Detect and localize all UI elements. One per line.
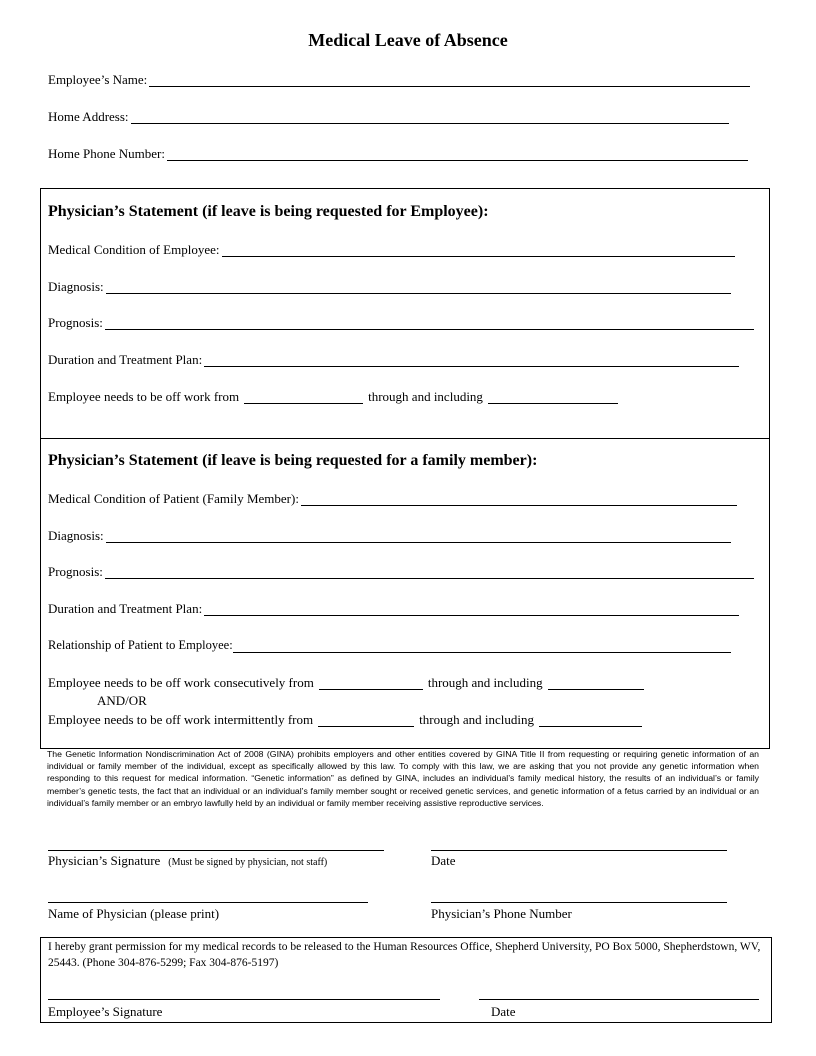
employee-plan-field[interactable] xyxy=(204,354,739,367)
employee-date-label: Date xyxy=(491,1004,516,1019)
relationship-row xyxy=(48,638,731,653)
employee-prognosis-label: Prognosis: xyxy=(48,315,103,330)
physician-signature-field[interactable] xyxy=(48,850,384,851)
form-title: Medical Leave of Absence xyxy=(308,30,508,50)
employee-signature-label: Employee’s Signature xyxy=(48,1004,163,1019)
home-address-field[interactable] xyxy=(131,111,729,124)
home-phone-field[interactable] xyxy=(167,148,748,161)
family-condition-label: Medical Condition of Patient (Family Member): xyxy=(48,491,299,506)
intermittent-through-field[interactable] xyxy=(539,714,642,727)
family-plan-row xyxy=(48,601,739,616)
employee-condition-field[interactable] xyxy=(222,244,736,257)
home-phone-row xyxy=(48,146,748,161)
physician-date-field[interactable] xyxy=(431,850,727,851)
employee-diagnosis-row xyxy=(48,279,731,294)
relationship-field[interactable] xyxy=(233,640,731,653)
family-prognosis-label: Prognosis: xyxy=(48,564,103,579)
employee-off-work-label: Employee needs to be off work from xyxy=(48,389,240,404)
family-condition-field[interactable] xyxy=(301,493,737,506)
employee-diagnosis-field[interactable] xyxy=(106,281,731,294)
family-diagnosis-field[interactable] xyxy=(106,530,731,543)
family-statement-box xyxy=(40,438,770,749)
employee-off-work-row xyxy=(48,389,623,404)
intermittent-label: Employee needs to be off work intermittently from xyxy=(48,712,314,727)
family-statement-heading: Physician’s Statement (if leave is being requested for a family member): xyxy=(48,452,538,469)
employee-condition-label: Medical Condition of Employee: xyxy=(48,242,220,257)
physician-name-field[interactable] xyxy=(48,902,368,903)
employee-name-field[interactable] xyxy=(149,74,750,87)
employee-plan-row xyxy=(48,352,739,367)
physician-signature-note: (Must be signed by physician, not staff) xyxy=(168,857,328,868)
employee-prognosis-row xyxy=(48,315,754,330)
consecutive-through-label: through and including xyxy=(427,675,543,690)
home-phone-label: Home Phone Number: xyxy=(48,146,165,161)
physician-name-label: Name of Physician (please print) xyxy=(48,906,220,921)
home-address-label: Home Address: xyxy=(48,109,129,124)
employee-through-label: through and including xyxy=(368,389,483,404)
employee-condition-row xyxy=(48,242,735,257)
employee-off-from-field[interactable] xyxy=(244,391,363,404)
family-plan-field[interactable] xyxy=(204,603,739,616)
consecutive-through-field[interactable] xyxy=(548,677,644,690)
physician-signature-label: Physician’s Signature xyxy=(48,853,161,868)
family-diagnosis-label: Diagnosis: xyxy=(48,528,104,543)
employee-signature-field[interactable] xyxy=(48,999,440,1000)
physician-date-label: Date xyxy=(431,853,456,868)
employee-prognosis-field[interactable] xyxy=(105,317,754,330)
consecutive-from-field[interactable] xyxy=(319,677,423,690)
family-prognosis-field[interactable] xyxy=(105,566,754,579)
employee-name-row xyxy=(48,72,750,87)
intermittent-through-label: through and including xyxy=(419,712,534,727)
employee-statement-heading: Physician’s Statement (if leave is being requested for Employee): xyxy=(48,203,489,220)
relationship-label: Relationship of Patient to Employee: xyxy=(48,638,233,652)
consecutive-row xyxy=(48,675,649,690)
home-address-row xyxy=(48,109,729,124)
employee-diagnosis-label: Diagnosis: xyxy=(48,279,104,294)
family-plan-label: Duration and Treatment Plan: xyxy=(48,601,203,616)
employee-plan-label: Duration and Treatment Plan: xyxy=(48,352,203,367)
employee-off-through-field[interactable] xyxy=(488,391,618,404)
intermittent-from-field[interactable] xyxy=(318,714,414,727)
family-diagnosis-row xyxy=(48,528,731,543)
consent-text: I hereby grant permission for my medical records to be released to the Human Resources Office, Shepherd University, PO Box 5000, Shepherdstown, WV, 25443. (Phone 304-876-5299; Fax 304-876-5197) xyxy=(48,941,761,969)
consecutive-label: Employee needs to be off work consecutively from xyxy=(48,675,314,690)
physician-phone-label: Physician’s Phone Number xyxy=(431,906,572,921)
employee-name-label: Employee’s Name: xyxy=(48,72,148,87)
gina-notice: The Genetic Information Nondiscrimination Act of 2008 (GINA) prohibits employers and other entities covered by GINA Title II from requesting or requiring genetic information of an individual or family member of the individual, except as specifically allowed by this law. To comply with this law, we are asking that you not provide any genetic information when responding to this request for medical information. “Genetic information” as defined by GINA, includes an individual’s family medical history, the results of an individual’s or family member’s genetic tests, the fact that an individual or an individual’s family member sought or received genetic services, and genetic information of a fetus carried by an individual or an individual’s family member or an embryo lawfully held by an individual or family member receiving assistive reproductive services. xyxy=(47,749,759,808)
and-or-label: AND/OR xyxy=(97,693,147,708)
family-condition-row xyxy=(48,491,737,506)
employee-date-field[interactable] xyxy=(479,999,759,1000)
physician-signature-caption xyxy=(48,853,327,869)
intermittent-row xyxy=(48,712,647,727)
family-prognosis-row xyxy=(48,564,754,579)
physician-phone-field[interactable] xyxy=(431,902,727,903)
